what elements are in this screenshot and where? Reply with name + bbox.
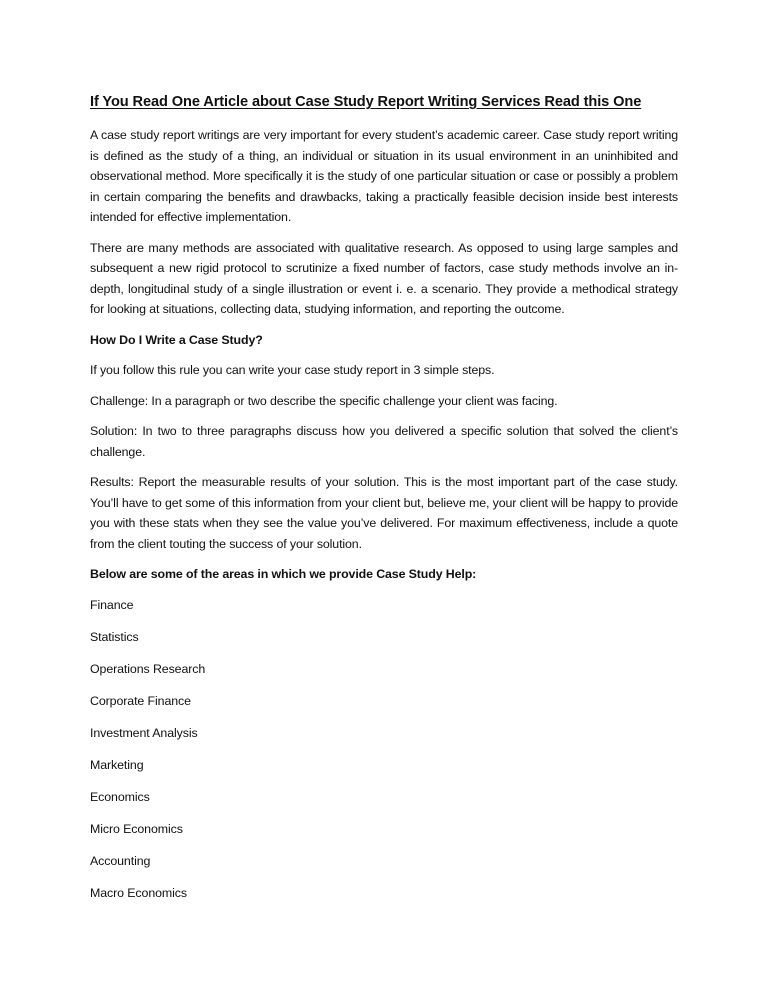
list-item: Accounting: [90, 853, 151, 868]
list-item: Economics: [90, 789, 150, 804]
document-title: If You Read One Article about Case Study Report Writing Services Read this One: [90, 94, 642, 110]
intro-paragraph: A case study report writings are very important for every student’s academic career. Case study report writing is defined as the study of a thing, an individual or situation in its usual environment in an uninhibited and observational method. More specifically it is the study of one particular situation or case or possibly a problem in certain comparing the benefits and drawbacks, taking a practically feasible decision inside best interests intended for effective implementation.: [90, 128, 678, 224]
list-item: Macro Economics: [90, 885, 187, 900]
list-item: Marketing: [90, 757, 144, 772]
methods-paragraph: There are many methods are associated with qualitative research. As opposed to using large samples and subsequent a new rigid protocol to scrutinize a fixed number of factors, case study methods involve an in-depth, longitudinal study of a single illustration or event i. e. a scenario. They provide a methodical strategy for looking at situations, collecting data, studying information, and reporting the outcome.: [90, 240, 678, 316]
results-paragraph: Results: Report the measurable results of your solution. This is the most important part of the case study. You’ll have to get some of this information from your client but, believe me, your client will be happy to provide you with these stats when they see the value you’ve delivered. For maximum effectiveness, include a quote from the client touting the success of your solution.: [90, 475, 678, 551]
list-item: Operations Research: [90, 661, 206, 676]
list-item: Corporate Finance: [90, 693, 191, 708]
solution-paragraph: Solution: In two to three paragraphs discuss how you delivered a specific solution that solved the client’s challenge.: [90, 424, 678, 459]
list-item: Investment Analysis: [90, 725, 198, 740]
section-heading-areas: Below are some of the areas in which we provide Case Study Help:: [90, 567, 477, 581]
list-item: Statistics: [90, 629, 139, 644]
list-item: Micro Economics: [90, 821, 183, 836]
rule-paragraph: If you follow this rule you can write your case study report in 3 simple steps.: [90, 363, 495, 377]
section-heading-how-to-write: How Do I Write a Case Study?: [90, 332, 263, 347]
areas-list: [90, 595, 678, 915]
challenge-paragraph: Challenge: In a paragraph or two describe the specific challenge your client was facing.: [90, 393, 558, 408]
list-item: Finance: [90, 597, 134, 612]
